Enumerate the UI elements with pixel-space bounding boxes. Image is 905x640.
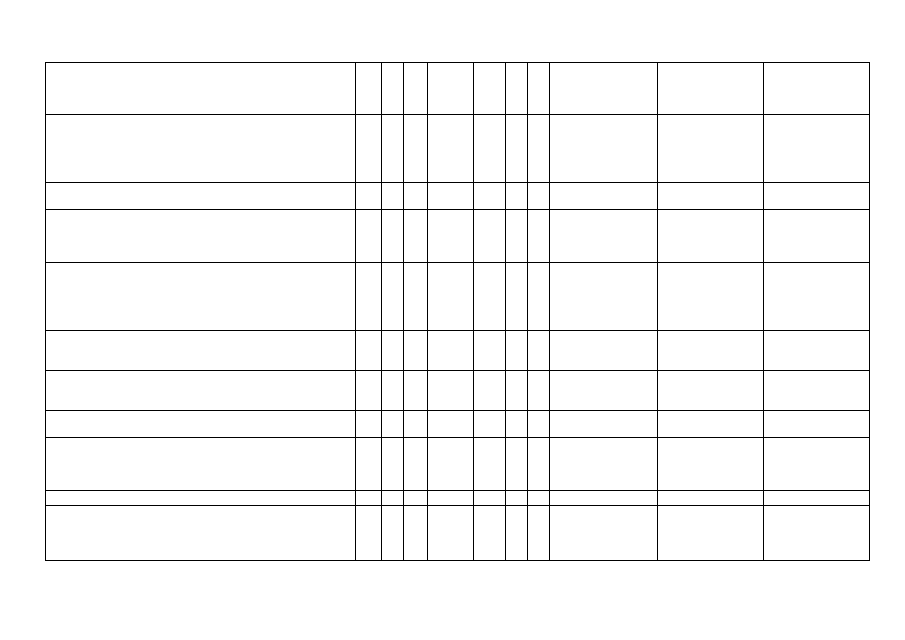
- code-cell: [356, 115, 382, 183]
- code-cell: [474, 438, 506, 491]
- code-cell: [382, 491, 404, 506]
- code-cell: [506, 115, 528, 183]
- code-cell: [356, 438, 382, 491]
- code-cell: [428, 438, 474, 491]
- row-name-cell: [46, 411, 356, 438]
- amount-cell: [764, 210, 870, 263]
- code-cell: [474, 411, 506, 438]
- code-cell: [356, 371, 382, 411]
- amount-cell: [658, 63, 764, 115]
- amount-cell: [764, 331, 870, 371]
- code-cell: [428, 210, 474, 263]
- code-cell: [528, 210, 550, 263]
- row-name-cell: [46, 506, 356, 561]
- code-cell: [506, 63, 528, 115]
- row-name-cell: [46, 331, 356, 371]
- code-cell: [506, 506, 528, 561]
- code-cell: [382, 210, 404, 263]
- code-cell: [528, 438, 550, 491]
- code-cell: [382, 115, 404, 183]
- row-name-cell: [46, 371, 356, 411]
- table-row: [46, 183, 870, 210]
- amount-cell: [764, 371, 870, 411]
- code-cell: [404, 115, 428, 183]
- code-cell: [506, 411, 528, 438]
- amount-cell: [550, 263, 658, 331]
- row-name-cell: [46, 63, 356, 115]
- code-cell: [474, 210, 506, 263]
- amount-cell: [658, 491, 764, 506]
- amount-cell: [658, 331, 764, 371]
- code-cell: [474, 263, 506, 331]
- code-cell: [528, 115, 550, 183]
- code-cell: [474, 371, 506, 411]
- code-cell: [382, 63, 404, 115]
- code-cell: [528, 411, 550, 438]
- code-cell: [506, 371, 528, 411]
- amount-cell: [550, 371, 658, 411]
- amount-cell: [550, 506, 658, 561]
- code-cell: [506, 183, 528, 210]
- amount-cell: [658, 115, 764, 183]
- code-cell: [428, 506, 474, 561]
- amount-cell: [550, 438, 658, 491]
- code-cell: [356, 411, 382, 438]
- code-cell: [474, 331, 506, 371]
- code-cell: [528, 506, 550, 561]
- table-row: [46, 371, 870, 411]
- code-cell: [428, 115, 474, 183]
- table-row: [46, 411, 870, 438]
- code-cell: [474, 491, 506, 506]
- code-cell: [404, 371, 428, 411]
- row-name-cell: [46, 491, 356, 506]
- table-row: [46, 210, 870, 263]
- code-cell: [428, 263, 474, 331]
- code-cell: [506, 263, 528, 331]
- table-row: [46, 331, 870, 371]
- code-cell: [382, 263, 404, 331]
- code-cell: [428, 491, 474, 506]
- code-cell: [474, 115, 506, 183]
- table-row: [46, 263, 870, 331]
- row-name-cell: [46, 210, 356, 263]
- amount-cell: [550, 63, 658, 115]
- amount-cell: [764, 263, 870, 331]
- amount-cell: [658, 210, 764, 263]
- amount-cell: [658, 438, 764, 491]
- amount-cell: [764, 491, 870, 506]
- code-cell: [404, 263, 428, 331]
- code-cell: [356, 263, 382, 331]
- code-cell: [528, 183, 550, 210]
- code-cell: [528, 331, 550, 371]
- code-cell: [474, 183, 506, 210]
- amount-cell: [550, 491, 658, 506]
- table-row: [46, 506, 870, 561]
- row-name-cell: [46, 438, 356, 491]
- code-cell: [382, 438, 404, 491]
- amount-cell: [764, 438, 870, 491]
- table-row: [46, 438, 870, 491]
- code-cell: [356, 491, 382, 506]
- amount-cell: [658, 371, 764, 411]
- code-cell: [404, 210, 428, 263]
- amount-cell: [550, 411, 658, 438]
- code-cell: [506, 331, 528, 371]
- code-cell: [356, 331, 382, 371]
- code-cell: [356, 210, 382, 263]
- code-cell: [506, 438, 528, 491]
- code-cell: [404, 331, 428, 371]
- code-cell: [404, 438, 428, 491]
- code-cell: [528, 491, 550, 506]
- code-cell: [474, 63, 506, 115]
- code-cell: [382, 371, 404, 411]
- code-cell: [382, 183, 404, 210]
- code-cell: [382, 411, 404, 438]
- budget-table: [45, 62, 870, 561]
- row-name-cell: [46, 183, 356, 210]
- code-cell: [506, 491, 528, 506]
- code-cell: [428, 183, 474, 210]
- code-cell: [404, 506, 428, 561]
- amount-cell: [764, 183, 870, 210]
- amount-cell: [550, 210, 658, 263]
- code-cell: [356, 183, 382, 210]
- row-name-cell: [46, 115, 356, 183]
- amount-cell: [764, 411, 870, 438]
- code-cell: [404, 411, 428, 438]
- code-cell: [474, 506, 506, 561]
- code-cell: [428, 331, 474, 371]
- code-cell: [382, 331, 404, 371]
- table-row: [46, 63, 870, 115]
- code-cell: [506, 210, 528, 263]
- code-cell: [404, 491, 428, 506]
- amount-cell: [658, 411, 764, 438]
- amount-cell: [764, 63, 870, 115]
- table-row: [46, 491, 870, 506]
- code-cell: [356, 506, 382, 561]
- amount-cell: [658, 263, 764, 331]
- code-cell: [528, 371, 550, 411]
- code-cell: [528, 63, 550, 115]
- code-cell: [428, 371, 474, 411]
- code-cell: [428, 411, 474, 438]
- amount-cell: [658, 183, 764, 210]
- code-cell: [528, 263, 550, 331]
- amount-cell: [550, 183, 658, 210]
- code-cell: [428, 63, 474, 115]
- row-name-cell: [46, 263, 356, 331]
- table-row: [46, 115, 870, 183]
- code-cell: [382, 506, 404, 561]
- amount-cell: [550, 331, 658, 371]
- amount-cell: [764, 115, 870, 183]
- code-cell: [356, 63, 382, 115]
- amount-cell: [658, 506, 764, 561]
- amount-cell: [764, 506, 870, 561]
- code-cell: [404, 183, 428, 210]
- code-cell: [404, 63, 428, 115]
- amount-cell: [550, 115, 658, 183]
